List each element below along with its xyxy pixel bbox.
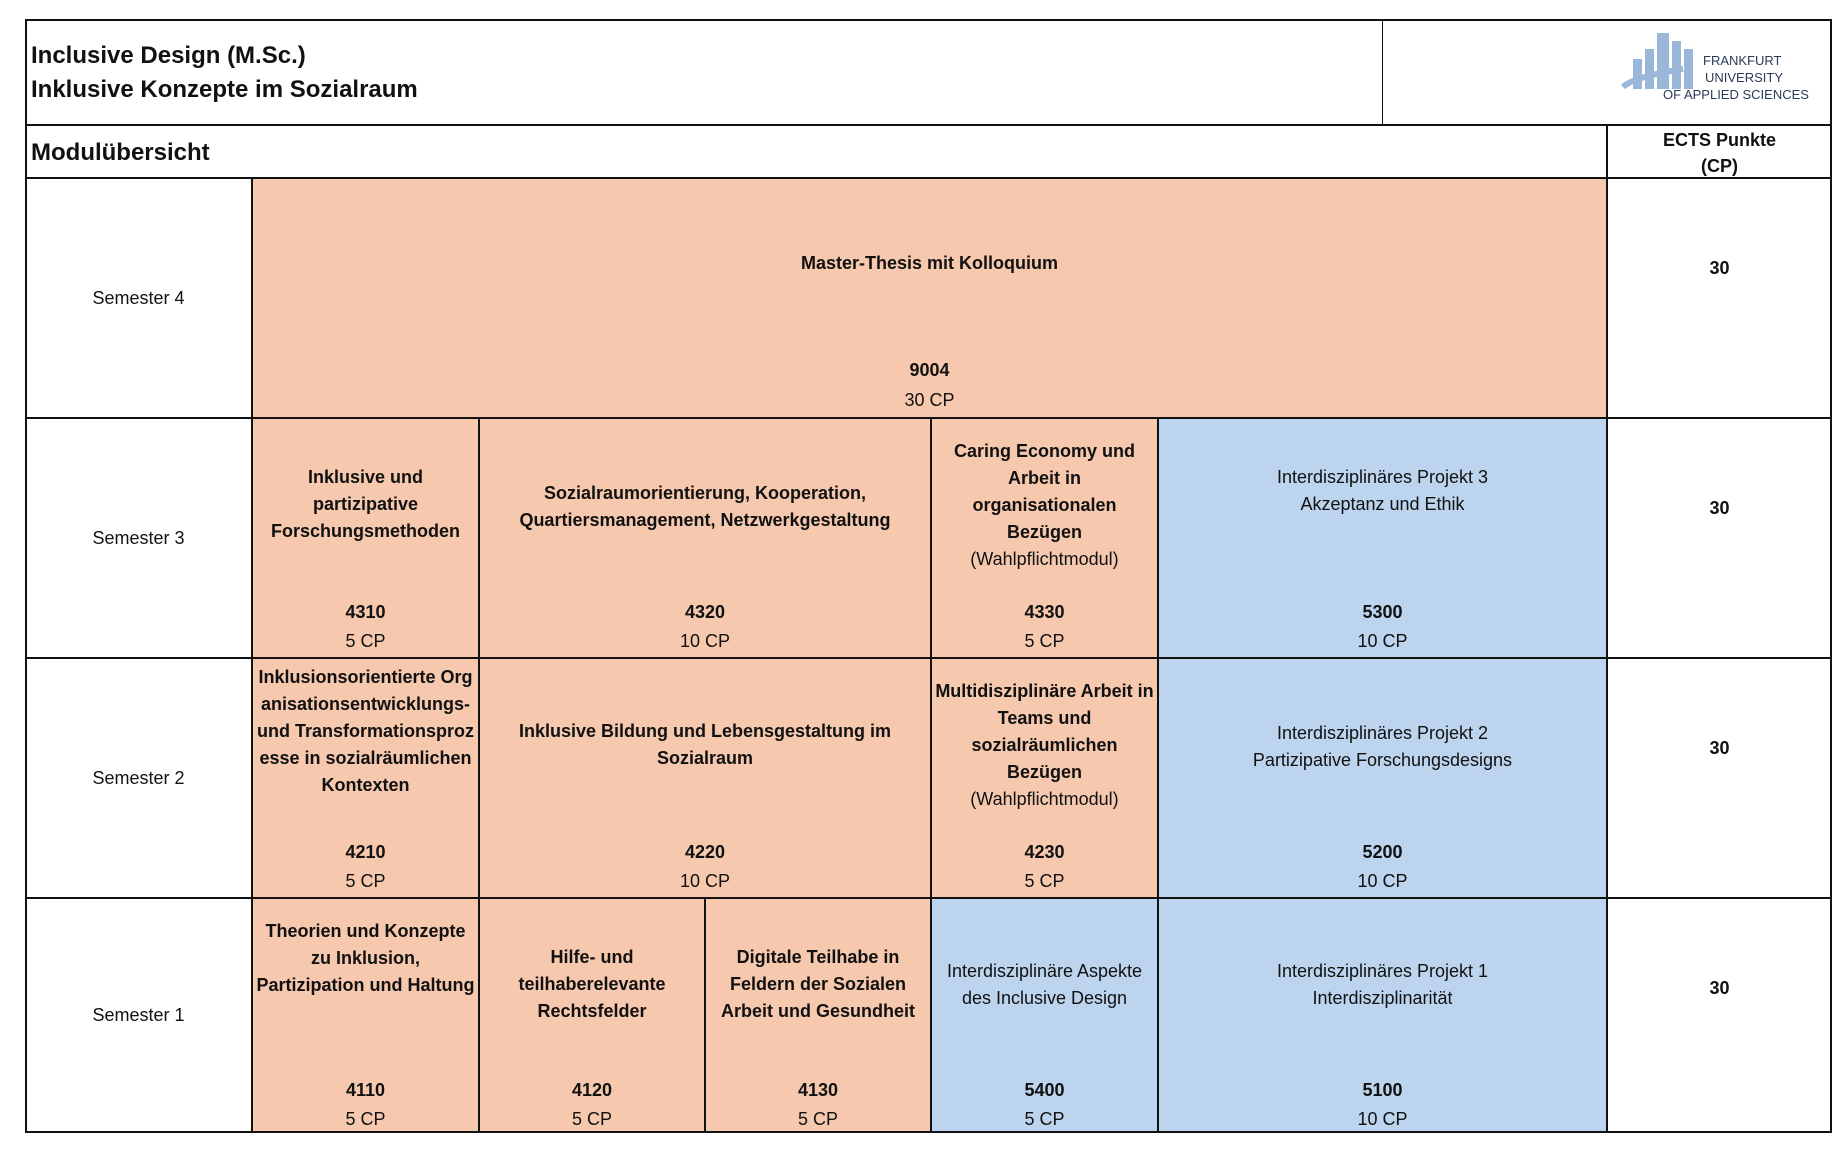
semester-label: Semester 4 [92,287,185,308]
module-subtitle: Interdisziplinarität [1312,988,1453,1008]
module-code: 4310 [345,602,386,622]
module-cp: 5 CP [345,631,386,651]
module-code: 5200 [1362,842,1403,862]
module-subtitle: Partizipative Forschungsdesigns [1252,750,1513,770]
ects-value: 30 [1709,738,1730,758]
module-cp: 30 CP [904,390,955,410]
module-cp: 5 CP [571,1109,613,1129]
module-code: 4120 [571,1080,613,1100]
module-cp: 5 CP [797,1109,839,1129]
semester-label: Semester 2 [92,767,185,788]
module-name: Interdisziplinäres Projekt 1 [1276,961,1489,981]
module-cp: 10 CP [1357,1109,1408,1129]
module-cp: 5 CP [1024,631,1065,651]
module-cp: 10 CP [679,631,731,651]
module-name: Hilfe- und teilhaberelevante Rechtsfelder [518,947,666,1021]
logo-line2: UNIVERSITY [1705,70,1784,85]
module-name: Inklusive Bildung und Lebensgestaltung im Sozialraum [518,721,892,768]
module-name: Interdisziplinäre Aspekte des Inclusive Design [946,961,1143,1008]
module-subtitle: Akzeptanz und Ethik [1300,494,1465,514]
module-code: 4230 [1024,842,1065,862]
module-name: Caring Economy und Arbeit in organisationalen Bezügen [953,441,1135,542]
module-code: 5400 [1024,1080,1065,1100]
module-name: Interdisziplinäres Projekt 3 [1276,467,1489,487]
module-code: 5100 [1362,1080,1403,1100]
module-cp: 10 CP [1357,631,1408,651]
module-code: 4110 [345,1080,386,1100]
overview-label: Modulübersicht [31,139,210,166]
logo-line3: OF APPLIED SCIENCES [1663,87,1809,102]
module-note: (Wahlpflichtmodul) [970,789,1119,809]
module-cp: 5 CP [1024,1109,1065,1129]
ects-value: 30 [1709,498,1730,518]
logo-line1: FRANKFURT [1703,53,1782,68]
module-name: Interdisziplinäres Projekt 2 [1276,723,1489,743]
module-cp: 10 CP [679,871,731,891]
module-cp: 5 CP [345,871,386,891]
module-cp: 10 CP [1357,871,1408,891]
ects-value: 30 [1709,978,1730,998]
program-title: Inclusive Design (M.Sc.) [31,42,306,69]
module-name: Multidisziplinäre Arbeit in Teams und sozialräumlichen Bezügen [935,681,1154,782]
module-name: Theorien und Konzepte zu Inklusion, Partizipation und Haltung [256,921,475,995]
module-code: 4210 [345,842,386,862]
module-code: 4330 [1024,602,1065,622]
module-name: Inklusionsorientierte Organisationsentwicklungs- und Transformationsprozesse in sozialräumlichen Kontexten [256,667,474,795]
module-name: Digitale Teilhabe in Feldern der Sozialen Arbeit und Gesundheit [720,947,915,1021]
module-code: 9004 [909,360,950,380]
module-code: 4130 [797,1080,839,1100]
module-name: Inklusive und partizipative Forschungsmethoden [270,467,460,541]
program-subtitle: Inklusive Konzepte im Sozialraum [31,76,418,103]
semester-label: Semester 1 [92,1005,185,1025]
module-name: Master-Thesis mit Kolloquium [800,253,1059,273]
module-name: Sozialraumorientierung, Kooperation, Quartiersmanagement, Netzwerkgestaltung [519,483,891,530]
module-cp: 5 CP [1024,871,1065,891]
module-code: 5300 [1362,602,1403,622]
table-frame [25,19,1832,1133]
ects-value: 30 [1709,258,1730,278]
module-note: (Wahlpflichtmodul) [970,549,1119,569]
module-cp: 5 CP [345,1109,386,1129]
semester-label: Semester 3 [92,527,185,548]
ects-header: ECTS Punkte (CP) [1662,130,1777,176]
module-code: 4220 [684,842,726,862]
module-code: 4320 [684,602,726,622]
